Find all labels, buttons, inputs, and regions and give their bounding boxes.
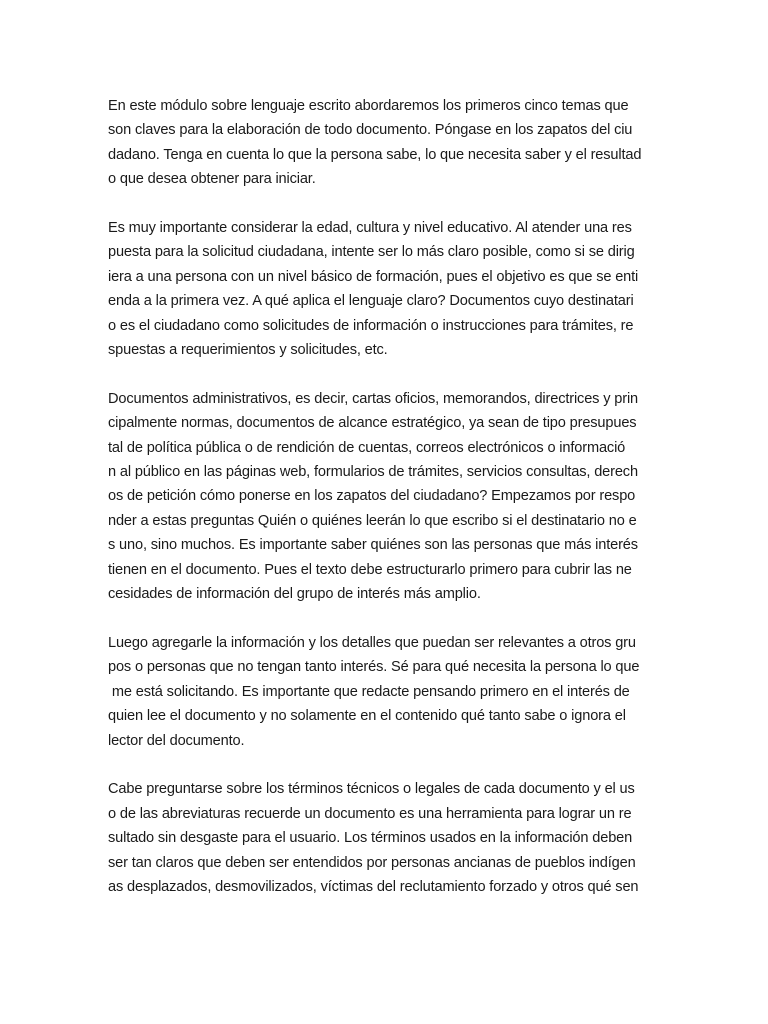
text-line: tienen en el documento. Pues el texto debe estructurarlo primero para cubrir las ne [108,561,632,578]
text-line: o que desea obtener para iniciar. [108,171,316,188]
text-line: Documentos administrativos, es decir, cartas oficios, memorandos, directrices y prin [108,390,639,407]
paragraph-2 [108,216,668,362]
text-line: cesidades de información del grupo de interés más amplio. [108,586,481,603]
text-line: puesta para la solicitud ciudadana, intente ser lo más claro posible, como si se dirig [108,244,635,261]
text-line: cipalmente normas, documentos de alcance estratégico, ya sean de tipo presupues [108,415,637,432]
text-line: n al público en las páginas web, formularios de trámites, servicios consultas, derech [108,464,638,481]
text-line: En este módulo sobre lenguaje escrito abordaremos los primeros cinco temas que [108,98,629,114]
text-line: spuestas a requerimientos y solicitudes, etc. [108,342,388,359]
text-line: dadano. Tenga en cuenta lo que la persona sabe, lo que necesita saber y el resultad [108,146,642,163]
text-line: as desplazados, desmovilizados, víctimas del reclutamiento forzado y otros qué sen [108,878,639,895]
text-line: quien lee el documento y no solamente en el contenido qué tanto sabe o ignora el [108,708,626,725]
text-line: os de petición cómo ponerse en los zapatos del ciudadano? Empezamos por respo [108,488,636,505]
text-line: lector del documento. [108,732,245,749]
text-line: o es el ciudadano como solicitudes de información o instrucciones para trámites, re [108,317,634,334]
paragraph-3 [108,387,668,607]
text-line: pos o personas que no tengan tanto interés. Sé para qué necesita la persona lo que [108,659,640,676]
text-line: Es muy importante considerar la edad, cultura y nivel educativo. Al atender una res [108,220,632,237]
paragraph-4 [108,631,668,753]
paragraph-5 [108,777,668,899]
text-line: o de las abreviaturas recuerde un documento es una herramienta para lograr un re [108,805,632,822]
text-line: sultado sin desgaste para el usuario. Los términos usados en la información deben [108,830,633,847]
text-line: enda a la primera vez. A qué aplica el lenguaje claro? Documentos cuyo destinatari [108,293,634,310]
document-page [108,94,668,924]
text-line: Luego agregarle la información y los detalles que puedan ser relevantes a otros gru [108,634,636,651]
text-line: nder a estas preguntas Quién o quiénes leerán lo que escribo si el destinatario no e [108,512,637,529]
text-line: me está solicitando. Es importante que redacte pensando primero en el interés de [108,683,630,700]
paragraph-1 [108,94,668,192]
text-line: ser tan claros que deben ser entendidos por personas ancianas de pueblos indígen [108,854,636,871]
text-line: son claves para la elaboración de todo documento. Póngase en los zapatos del ciu [108,122,633,139]
text-line: iera a una persona con un nivel básico de formación, pues el objetivo es que se enti [108,268,639,285]
text-line: Cabe preguntarse sobre los términos técnicos o legales de cada documento y el us [108,781,635,798]
text-line: tal de política pública o de rendición de cuentas, correos electrónicos o informació [108,439,626,456]
text-line: s uno, sino muchos. Es importante saber quiénes son las personas que más interés [108,537,638,554]
